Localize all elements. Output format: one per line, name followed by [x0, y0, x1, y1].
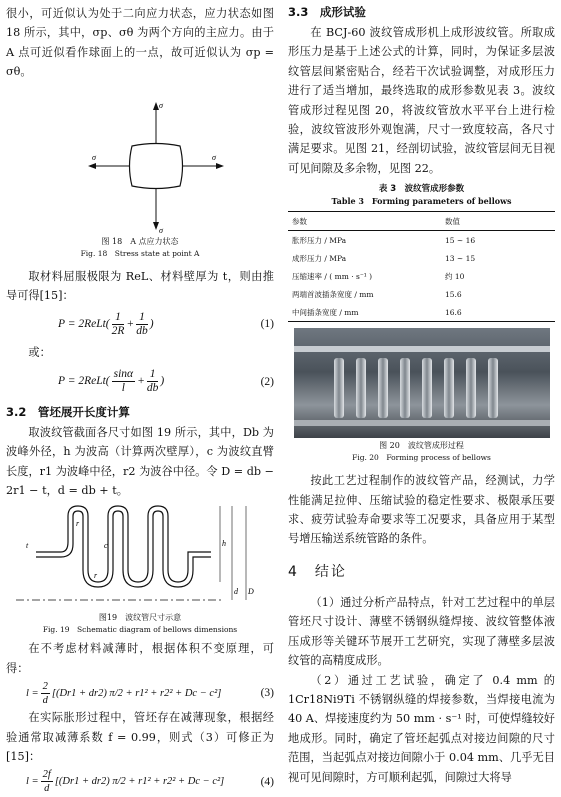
sigma-theta-left-label: σ [92, 152, 96, 162]
eq2-frac1: $\frac{\sin\alpha}{l}$ [113, 368, 134, 395]
label-Db: D [248, 587, 254, 597]
fig19-caption-en: Fig. 19 Schematic diagram of bellows dimensions [42, 625, 238, 635]
fig18-caption-zh: 图 18 A 点应力状态 [101, 236, 179, 246]
conclusion-1: （1）通过分析产品特点，针对工艺过程中的单层管坯尺寸设计、薄壁不锈钢纵缝焊接、波纹管整体液压成形等关键环节展开工艺研究，实现了薄壁多层波纹管的高精度成形。 [288, 595, 555, 668]
left-column [6, 4, 274, 797]
eq4-lhs: l = [26, 775, 39, 787]
figure-19 [6, 502, 274, 612]
stress-paragraph: 很小，可近似认为处于二向应力状态，应力状态如图 18 所示，其中，σp、σθ 为两个方向的主应力。由于 A 点可近似看作球面上的一点，故可近似认为 σp = σθ。 [6, 7, 274, 79]
table-row [288, 231, 555, 250]
equation-4 [6, 767, 274, 797]
table-header-row [288, 212, 555, 231]
eq4-frac: $\frac{2f}{d}$ [42, 769, 51, 794]
figure-18 [6, 86, 274, 236]
conclusion-2: （2）通过工艺试验，确定了 0.4 mm 的 1Cr18Ni9Ti 不锈钢纵缝的焊接参数，当焊接电流为 40 A、焊接速度约为 50 mm · s⁻¹ 时，可使焊缝较好地成形。同时，确定了管坯起弧点对接边间隙的尺寸范围，当起弧点对接边间隙小于 0.04 mm、几乎无目视可见间隙时，方可顺利起弧，间隙过大将导 [288, 673, 555, 784]
table-cell: 15 ~ 16 [445, 235, 476, 245]
section-3-2-paragraph: 取波纹管截面各尺寸如图 19 所示，其中，Db 为波峰外径，h 为波高（计算两次壁厚），c 为波纹直臂长度，r1 为波峰中径，r2 为波谷中径。令 D = db − 2r1 − t，d = db + t。 [6, 425, 274, 498]
label-r1: r [76, 519, 80, 529]
fig20-caption-zh: 图 20 波纹管成形过程 [379, 441, 464, 451]
table-cell: 中间插条宽度 / mm [292, 307, 359, 317]
eq4-number: (4) [260, 775, 274, 788]
forming-parameters-table [288, 211, 555, 322]
eq3-lhs: l = [26, 687, 39, 699]
eq4-body: [(Dr1 + dr2) π/2 + r1² + r2² + Dc − c²] [54, 775, 225, 787]
table-row [288, 267, 555, 285]
table-cell: 两端首波插条宽度 / mm [292, 289, 374, 299]
table-cell: 胀形压力 / MPa [292, 235, 347, 245]
material-paragraph: 取材料屈服极限为 ReL、材料壁厚为 t，则由推导可得[15]： [6, 269, 274, 303]
equation-1 [6, 305, 274, 343]
section-3-2-heading: 3.2 管坯展开长度计算 [6, 404, 130, 419]
result-paragraph: 按此工艺过程制作的波纹管产品，经测试，力学性能满足拉伸、压缩试验的稳定性要求、极限承压要求、疲劳试验寿命要求等工况要求，具备应用于某型号增压输送系统管路的条件。 [288, 474, 555, 546]
equation-3 [6, 678, 274, 708]
fig20-caption-en: Fig. 20 Forming process of bellows [352, 453, 491, 463]
table-row [288, 303, 555, 322]
sigma-p-top-label: σ [159, 100, 163, 110]
eq1-frac2: $\frac{1}{db}$ [136, 310, 148, 337]
section-4-heading: 4 结论 [288, 563, 347, 580]
table-header-value: 数值 [445, 216, 460, 226]
bellows-dimension-diagram [6, 502, 274, 612]
label-h: h [222, 539, 226, 549]
eq1-number: (1) [260, 318, 274, 331]
table3-caption-zh: 表 3 波纹管成形参数 [378, 184, 465, 195]
table-cell: 压缩速率 / ( mm · s⁻¹ ) [292, 271, 373, 281]
label-r2: r [94, 571, 98, 581]
eq2-frac2: $\frac{1}{db}$ [146, 368, 159, 395]
volume-paragraph: 在不考虑材料减薄时，根据体积不变原理，可得： [6, 642, 274, 675]
eq3-number: (3) [260, 687, 274, 700]
label-t: t [26, 541, 29, 551]
table-cell: 成形压力 / MPa [292, 253, 347, 263]
section-3-3-heading: 3.3 成形试验 [288, 5, 366, 19]
eq2-number: (2) [260, 375, 274, 388]
label-c: c [104, 541, 108, 551]
or-text: 或： [28, 346, 51, 360]
table-cell: 16.6 [445, 307, 462, 317]
label-db: d [234, 587, 238, 597]
eq2-plus: + [137, 375, 145, 388]
thinning-paragraph: 在实际胀形过程中，管坯存在减薄现象，根据经验通常取减薄系数 f = 0.99，则式（3）可修正为[15]： [6, 711, 274, 764]
eq2-lhs: P = 2ReLt( [58, 375, 110, 388]
table-cell: 13 ~ 15 [445, 253, 476, 263]
table-header-param: 参数 [292, 216, 307, 226]
table-cell: 约 10 [445, 271, 465, 281]
sigma-theta-right-label: σ [212, 152, 216, 162]
eq1-plus: + [126, 318, 135, 331]
forming-process-photo [294, 328, 550, 438]
sigma-p-bottom-label: σ [159, 225, 163, 235]
fig19-caption-zh: 图19 波纹管尺寸示意 [98, 613, 182, 623]
table-cell: 15.6 [445, 289, 462, 299]
table3-caption-en: Table 3 Forming parameters of bellows [331, 196, 512, 207]
equation-2 [6, 363, 274, 401]
table-row [288, 285, 555, 303]
eq1-lhs: P = 2ReLt( [58, 318, 110, 331]
section-3-3-paragraph: 在 BCJ-60 波纹管成形机上成形波纹管。所取成形压力是基于上述公式的计算，同时，为保证多层波纹管层间紧密贴合，经若干次试验调整，对成形压力进行了适当增加，最终选取的成形参数见表 3。波纹管成形过程见图 20，将波纹管放水平平台上进行检验，波纹管波形外观饱满，尺寸一致度较高，各尺寸满足要求。见图 21，经剖切试验，波纹管层间无目视可见间隙及多余物，见图 22。 [288, 26, 555, 175]
fig18-caption-en: Fig. 18 Stress state at point A [80, 248, 200, 258]
eq2-rhs: ) [160, 375, 165, 388]
stress-state-diagram [6, 86, 274, 236]
eq3-body: [(Dr1 + dr2) π/2 + r1² + r2² + Dc − c²] [51, 687, 222, 699]
eq3-frac: $\frac{2}{d}$ [42, 680, 48, 706]
right-column [288, 4, 555, 787]
table-row [288, 249, 555, 267]
eq1-frac1: $\frac{1}{2R}$ [111, 310, 125, 337]
eq1-rhs: ) [149, 318, 154, 331]
